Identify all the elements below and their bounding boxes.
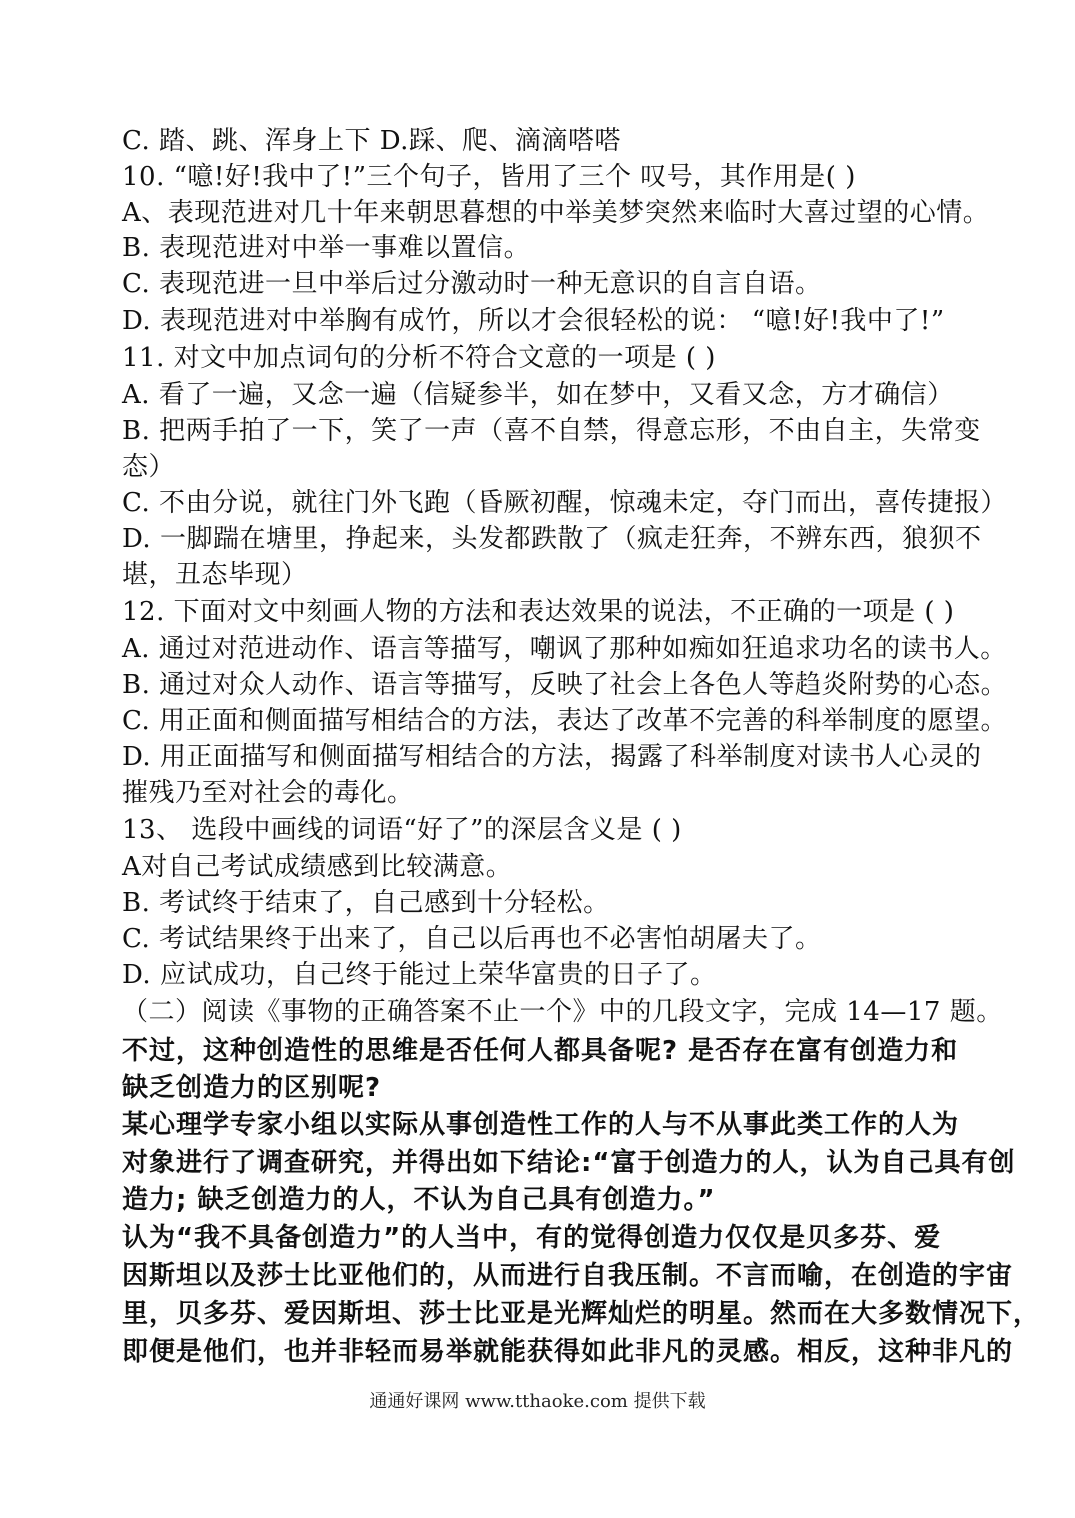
option-line: D. 用正面描写和侧面描写相结合的方法，揭露了科举制度对读书人心灵的 xyxy=(122,742,982,772)
option-line: 摧残乃至对社会的毒化。 xyxy=(122,778,414,808)
option-line: A、表现范进对几十年来朝思暮想的中举美梦突然来临时大喜过望的心情。 xyxy=(122,198,990,228)
passage-line: 不过，这种创造性的思维是否任何人都具备呢? 是否存在富有创造力和 xyxy=(122,1036,959,1066)
passage-line: 某心理学专家小组以实际从事创造性工作的人与不从事此类工作的人为 xyxy=(122,1110,960,1140)
passage-line: 对象进行了调查研究，并得出如下结论:“富于创造力的人，认为自己具有创 xyxy=(122,1148,1016,1178)
section-heading: （二）阅读《事物的正确答案不止一个》中的几段文字，完成 14—17 题。 xyxy=(122,997,1003,1027)
option-line: C. 考试结果终于出来了，自己以后再也不必害怕胡屠夫了。 xyxy=(122,924,822,954)
option-line: C. 表现范进一旦中举后过分激动时一种无意识的自言自语。 xyxy=(122,269,822,299)
option-line: D. 应试成功，自己终于能过上荣华富贵的日子了。 xyxy=(122,960,717,990)
passage-line: 即便是他们，也并非轻而易举就能获得如此非凡的灵感。相反，这种非凡的 xyxy=(122,1337,1014,1367)
option-line: C. 用正面和侧面描写相结合的方法，表达了改革不完善的科举制度的愿望。 xyxy=(122,706,1007,736)
option-line: D. 一脚踹在塘里，挣起来，头发都跌散了（疯走狂奔，不辨东西，狼狈不 xyxy=(122,524,982,554)
option-line: C. 不由分说，就往门外飞跑（昏厥初醒，惊魂未定，夺门而出，喜传捷报） xyxy=(122,488,1007,518)
option-line: 堪，丑态毕现） xyxy=(122,560,308,590)
option-line: B. 考试终于结束了，自己感到十分轻松。 xyxy=(122,888,610,918)
question-13: 13、 选段中画线的词语“好了”的深层含义是 ( ) xyxy=(122,815,682,845)
question-11: 11. 对文中加点词句的分析不符合文意的一项是 ( ) xyxy=(122,343,716,373)
passage-line: 认为“我不具备创造力”的人当中，有的觉得创造力仅仅是贝多芬、爱 xyxy=(122,1223,942,1253)
question-12: 12. 下面对文中刻画人物的方法和表达效果的说法，不正确的一项是 ( ) xyxy=(122,597,955,627)
passage-line: 里，贝多芬、爱因斯坦、莎士比亚是光辉灿烂的明星。然而在大多数情况下， xyxy=(122,1299,1041,1329)
page-footer: 通通好课网 www.tthaoke.com 提供下载 xyxy=(369,1391,706,1412)
option-line: A. 看了一遍，又念一遍（信疑参半，如在梦中，又看又念，方才确信） xyxy=(122,380,954,410)
option-line: A. 通过对范进动作、语言等描写，嘲讽了那种如痴如狂追求功名的读书人。 xyxy=(122,634,1007,664)
passage-line: 造力; 缺乏创造力的人，不认为自己具有创造力。” xyxy=(122,1185,716,1215)
option-line: A对自己考试成绩感到比较满意。 xyxy=(122,852,513,882)
passage-line: 因斯坦以及莎士比亚他们的，从而进行自我压制。不言而喻，在创造的宇宙 xyxy=(122,1261,1014,1291)
passage-line: 缺乏创造力的区别呢? xyxy=(122,1073,382,1103)
option-line: D. 表现范进对中举胸有成竹，所以才会很轻松的说： “噫!好!我中了!” xyxy=(122,306,945,336)
option-line: C. 踏、跳、浑身上下 D.踩、爬、滴滴嗒嗒 xyxy=(122,126,621,156)
option-line: B. 表现范进对中举一事难以置信。 xyxy=(122,233,531,263)
option-line: 态） xyxy=(122,452,176,482)
option-line: B. 通过对众人动作、语言等描写，反映了社会上各色人等趋炎附势的心态。 xyxy=(122,670,1008,700)
option-line: B. 把两手拍了一下，笑了一声（喜不自禁，得意忘形，不由自主，失常变 xyxy=(122,416,981,446)
question-10: 10. “噫!好!我中了!”三个句子，皆用了三个 叹号，其作用是( ) xyxy=(122,162,856,192)
